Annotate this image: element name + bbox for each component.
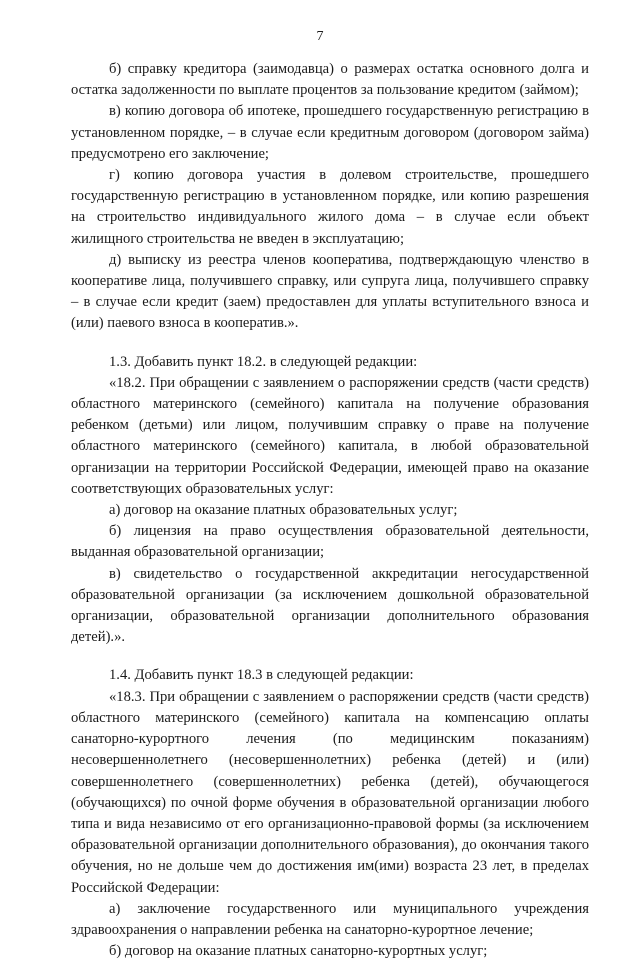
paragraph-g-shared-construction: г) копию договора участия в долевом строительстве, прошедшего государственную регистрацию в установленном порядке, или копию разрешения на строительство индивидуального жилого дома – в случае если объект жилищного строительства не введен в эксплуатацию;	[71, 167, 589, 247]
paragraph-18-3: «18.3. При обращении с заявлением о распоряжении средств (части средств) областного материнского (семейного) капитала на компенсацию оплаты санаторно-курортного лечения (по медицинским показаниям) несовершеннолетнего (несовершеннолетних) ребенка (детей) и (или) совершеннолетнего (совершеннолетних) ребенка (детей), обучающегося (обучающихся) по очной форме обучения в образовательной организации любого типа и вида независимо от его организационно-правовой формы (за исключением образовательной организации дополнительного образования), до окончания такого обучения, но не дольше чем до достижения им(ими) возраста 23 лет, в пределах Российской Федерации:	[71, 688, 589, 896]
paragraph-d-cooperative-extract: д) выписку из реестра членов кооператива, подтверждающую членство в кооперативе лица, получившего справку, или супруга лица, получившего справку – в случае если кредит (заем) предоставлен для уплаты вступительного взноса и (или) паевого взноса в кооператив.».	[71, 251, 589, 332]
paragraph-v-mortgage-copy: в) копию договора об ипотеке, прошедшего государственную регистрацию в установленном порядке, – в случае если кредитным договором (договором займа) предусмотрено его заключение;	[71, 103, 589, 162]
section-1-4-heading: 1.4. Добавить пункт 18.3 в следующей редакции:	[109, 667, 414, 684]
paragraph-18-2-b: б) лицензия на право осуществления образовательной деятельности, выданная образовательной организации;	[71, 523, 589, 561]
section-1-3-heading: 1.3. Добавить пункт 18.2. в следующей редакции:	[109, 353, 418, 370]
document-body	[71, 59, 589, 962]
paragraph-18-2-v: в) свидетельство о государственной аккредитации негосударственной образовательной организации (за исключением дошкольной образовательной организации, образовательной организации дополнительного образования детей).».	[71, 565, 589, 646]
paragraph-18-3-b: б) договор на оказание платных санаторно-курортных услуг;	[109, 943, 488, 960]
paragraph-18-2: «18.2. При обращении с заявлением о распоряжении средств (части средств) областного материнского (семейного) капитала на получение образования ребенком (детьми) или лицом, получившим справку о праве на получение областного материнского (семейного) капитала, в любой образовательной организации на территории Российской Федерации, имеющей право на оказание соответствующих образовательных услуг:	[71, 374, 589, 497]
paragraph-b-creditor-statement: б) справку кредитора (заимодавца) о размерах остатка основного долга и остатка задолженности по выплате процентов за пользование кредитом (займом);	[71, 61, 589, 99]
paragraph-18-3-a: а) заключение государственного или муниципального учреждения здравоохранения о направлении ребенка на санаторно-курортное лечение;	[71, 900, 589, 938]
paragraph-18-2-a: а) договор на оказание платных образовательных услуг;	[109, 502, 458, 519]
page-number: 7	[316, 29, 324, 44]
